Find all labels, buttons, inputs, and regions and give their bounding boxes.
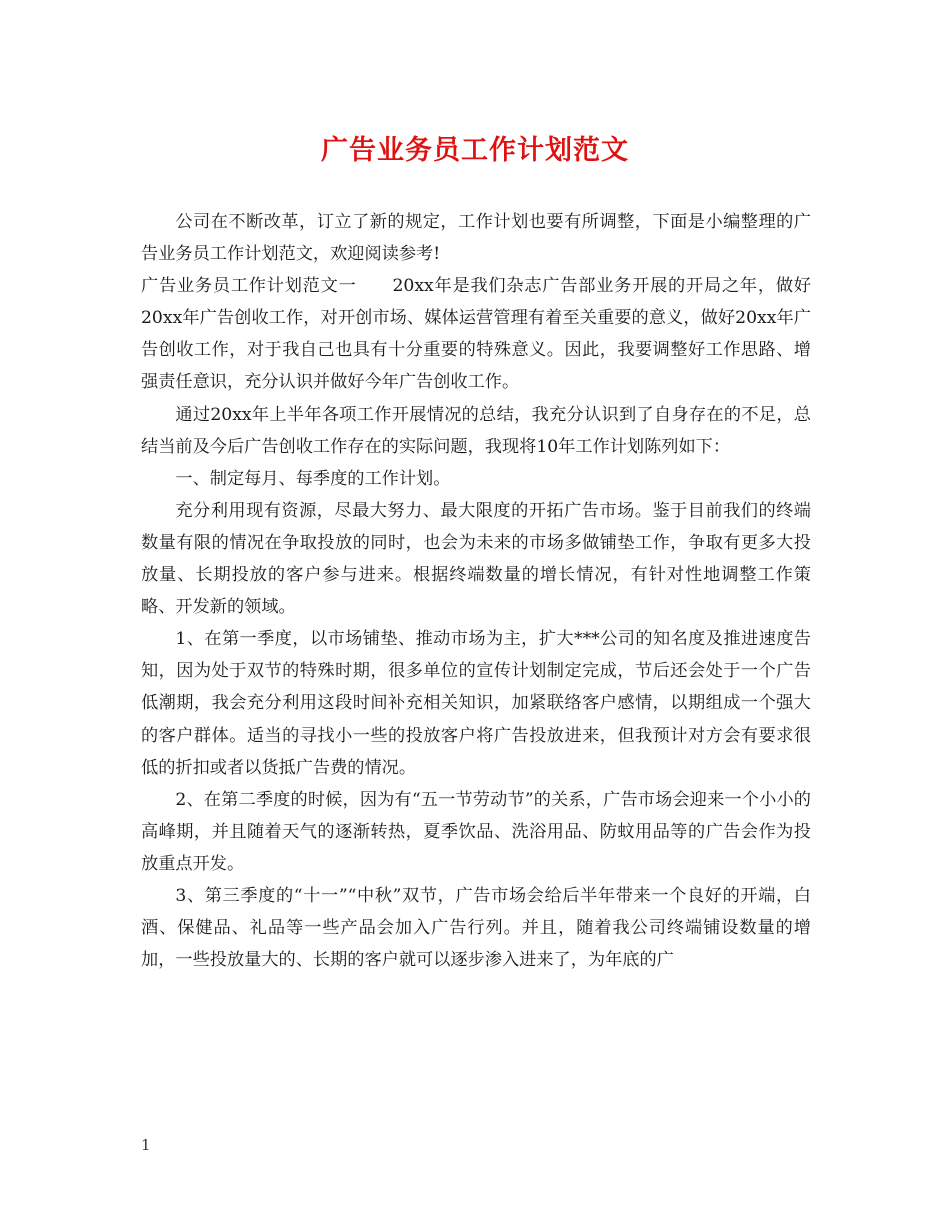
document-title: 广告业务员工作计划范文 [321, 135, 629, 166]
paragraph-resources: 充分利用现有资源，尽最大努力、最大限度的开拓广告市场。鉴于目前我们的终端数量有限的情况在争取投放的同时，也会为未来的市场多做铺垫工作，争取有更多大投放量、长期投放的客户参与进来。根据终端数量的增长情况，有针对性地调整工作策略、开发新的领域。 [141, 500, 811, 618]
document-body [141, 206, 811, 976]
paragraph-section-heading: 一、制定每月、每季度的工作计划。 [175, 468, 451, 489]
paragraph-q1: 1、在第一季度，以市场铺垫、推动市场为主，扩大***公司的知名度及推进速度告知，因为处于双节的特殊时期，很多单位的宣传计划制定完成，节后还会处于一个广告低潮期，我会充分利用这段时间补充相关知识，加紧联络客户感情，以期组成一个强大的客户群体。适当的寻找小一些的投放客户将广告投放进来，但我预计对方会有要求很低的折扣或者以货抵广告费的情况。 [141, 629, 811, 778]
paragraph-q3: 3、第三季度的“十一”“中秋”双节，广告市场会给后半年带来一个良好的开端，白酒、保健品、礼品等一些产品会加入广告行列。并且，随着我公司终端铺设数量的增加，一些投放量大的、长期的客户就可以逐步渗入进来了，为年底的广 [141, 885, 811, 971]
page-number: 1 [141, 1136, 151, 1154]
paragraph-intro: 公司在不断改革，订立了新的规定，工作计划也要有所调整，下面是小编整理的广告业务员工作计划范文，欢迎阅读参考! [141, 212, 811, 265]
paragraph-summary: 通过20xx年上半年各项工作开展情况的总结，我充分认识到了自身存在的不足，总结当前及今后广告创收工作存在的实际问题，我现将10年工作计划陈列如下： [141, 404, 811, 457]
paragraph-plan-one: 广告业务员工作计划范文一 20xx年是我们杂志广告部业务开展的开局之年，做好20xx年广告创收工作，对开创市场、媒体运营管理有着至关重要的意义，做好20xx年广告创收工作，对于我自己也具有十分重要的特殊意义。因此，我要调整好工作思路、增强责任意识，充分认识并做好今年广告创收工作。 [141, 276, 811, 393]
paragraph-q2: 2、在第二季度的时候，因为有“五一节劳动节”的关系，广告市场会迎来一个小小的高峰期，并且随着天气的逐渐转热，夏季饮品、洗浴用品、防蚊用品等的广告会作为投放重点开发。 [141, 789, 811, 874]
